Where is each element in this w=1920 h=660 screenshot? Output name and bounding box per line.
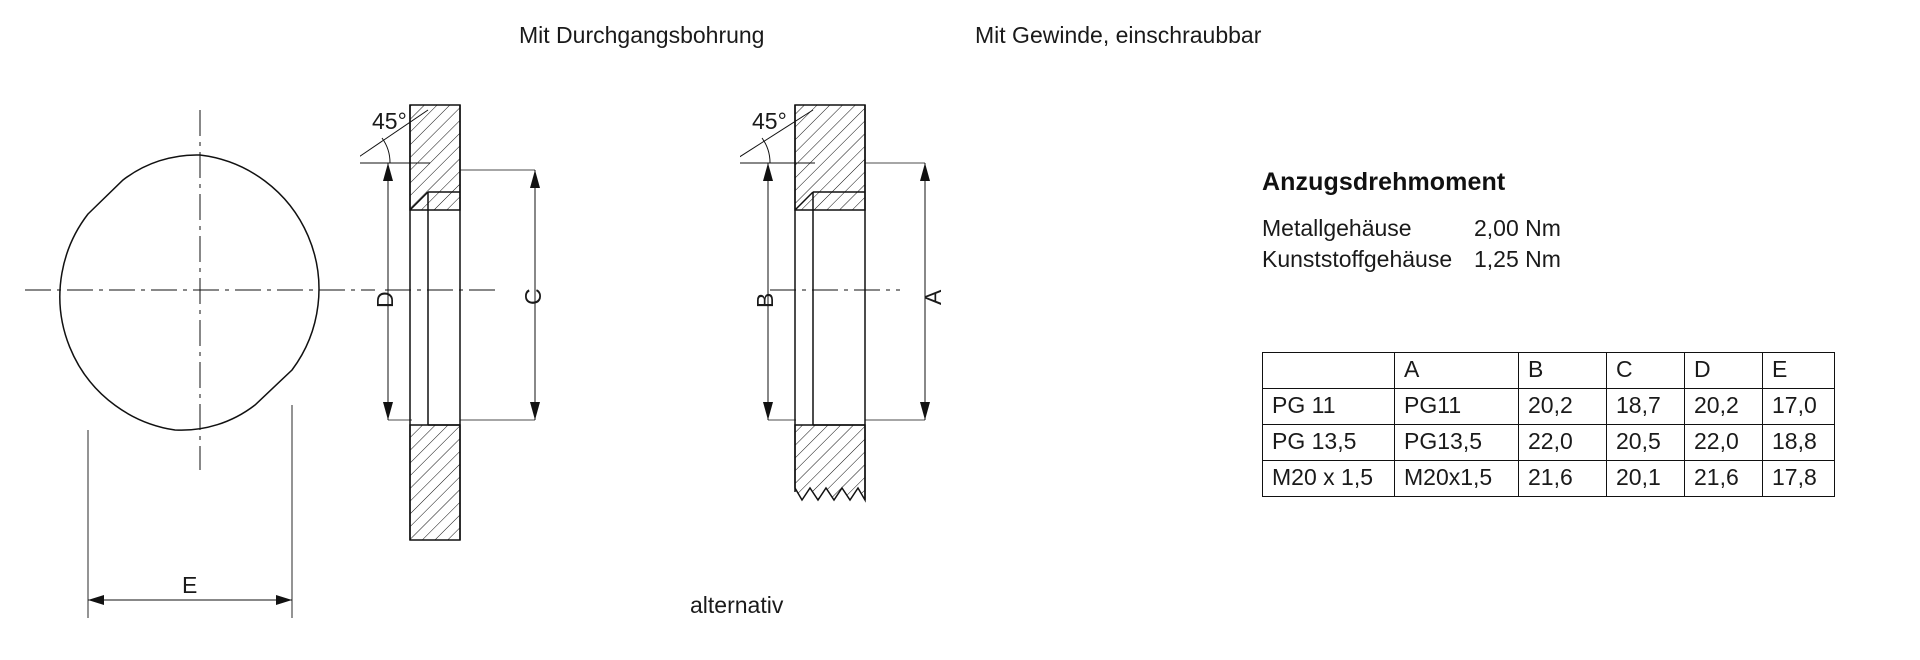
- torque-name-plastic: Kunststoffgehäuse: [1262, 246, 1453, 272]
- threaded-hatch-bottom: [795, 425, 865, 500]
- table-cell-d: 21,6: [1685, 461, 1763, 497]
- table-cell-e: 17,0: [1763, 389, 1835, 425]
- dimension-label-c: C: [520, 288, 546, 305]
- table-cell-b: 21,6: [1519, 461, 1607, 497]
- table-cell-b: 20,2: [1519, 389, 1607, 425]
- caption-threaded: Mit Gewinde, einschraubbar: [975, 22, 1262, 48]
- dimension-table: [1262, 352, 1835, 497]
- table-row: [1263, 461, 1835, 497]
- torque-row-plastic: [1262, 246, 1682, 273]
- table-header-a: A: [1395, 353, 1519, 389]
- caption-through-hole: Mit Durchgangsbohrung: [519, 22, 765, 48]
- threaded-section-drawing: [740, 80, 1120, 660]
- centerlines: [25, 110, 375, 470]
- caption-alternative: alternativ: [690, 592, 784, 618]
- table-cell-e: 18,8: [1763, 425, 1835, 461]
- table-cell-d: 22,0: [1685, 425, 1763, 461]
- torque-row-metal: [1262, 215, 1682, 242]
- table-header-c: C: [1607, 353, 1685, 389]
- torque-name-metal: Metallgehäuse: [1262, 215, 1412, 241]
- table-cell-e: 17,8: [1763, 461, 1835, 497]
- front-view-drawing: [0, 0, 420, 652]
- table-cell-c: 20,1: [1607, 461, 1685, 497]
- b-dimension: [763, 163, 796, 420]
- table-cell-c: 20,5: [1607, 425, 1685, 461]
- table-cell-a: PG11: [1395, 389, 1519, 425]
- torque-title: Anzugsdrehmoment: [1262, 168, 1506, 196]
- angle-label-right-45: 45°: [752, 108, 787, 134]
- table-header-row: [1263, 353, 1835, 389]
- table-cell-a: M20x1,5: [1395, 461, 1519, 497]
- table-cell-a: PG13,5: [1395, 425, 1519, 461]
- torque-value-plastic: 1,25 Nm: [1474, 246, 1561, 272]
- table-header-d: D: [1685, 353, 1763, 389]
- torque-block: [1262, 168, 1682, 277]
- table-cell-type: PG 13,5: [1263, 425, 1395, 461]
- table-cell-c: 18,7: [1607, 389, 1685, 425]
- table-cell-b: 22,0: [1519, 425, 1607, 461]
- through-hole-section-drawing: [360, 80, 740, 640]
- angle-label-left-45: 45°: [372, 108, 407, 134]
- table-row: [1263, 389, 1835, 425]
- dimension-label-a: A: [920, 289, 946, 305]
- table-row: [1263, 425, 1835, 461]
- table-cell-d: 20,2: [1685, 389, 1763, 425]
- table-cell-type: M20 x 1,5: [1263, 461, 1395, 497]
- table-header-b: B: [1519, 353, 1607, 389]
- octagon-outline: [60, 155, 319, 430]
- dimension-label-e: E: [182, 572, 198, 598]
- dimension-label-d: D: [372, 291, 398, 308]
- threaded-hatch-top: [795, 105, 865, 210]
- section-hatch-bottom: [410, 425, 460, 540]
- table-header-e: E: [1763, 353, 1835, 389]
- table-cell-type: PG 11: [1263, 389, 1395, 425]
- torque-value-metal: 2,00 Nm: [1474, 215, 1561, 241]
- table-header-blank: [1263, 353, 1395, 389]
- section-hatch-top: [410, 105, 460, 210]
- dimension-label-b: B: [752, 292, 778, 308]
